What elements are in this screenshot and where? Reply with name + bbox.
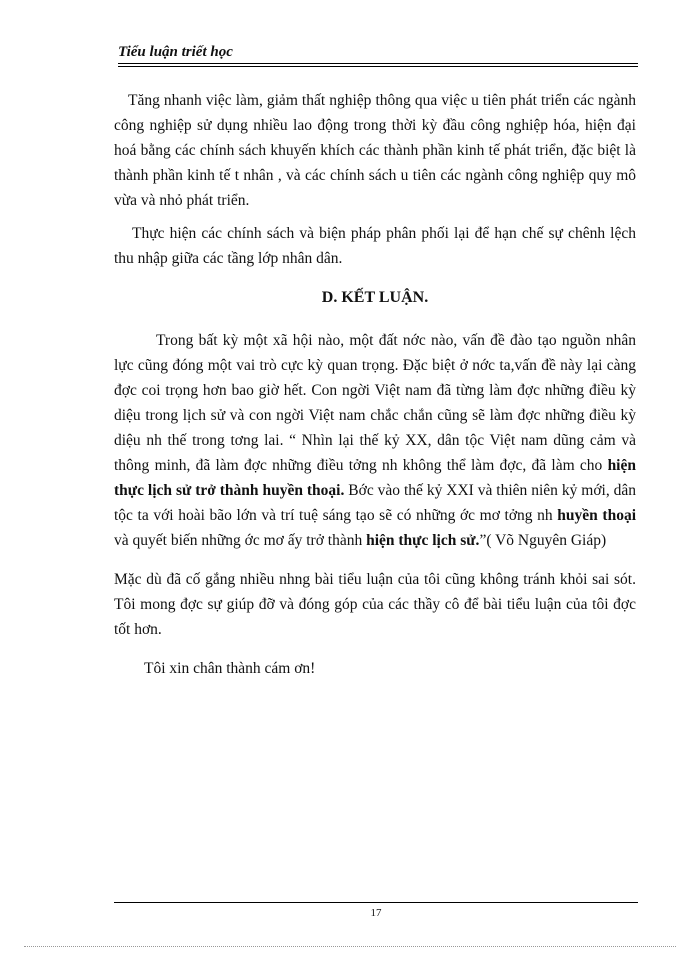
paragraph-conclusion (114, 328, 636, 553)
paragraph-acknowledgement: Mặc dù đã cố gắng nhiều nhng bài tiểu luận của tôi cũng không tránh khỏi sai sót. Tôi mong đợc sự giúp đỡ và đóng góp của các thầy cô để bài tiểu luận của tôi đợc tốt hơn. (114, 571, 636, 638)
page-edge-divider (24, 946, 676, 947)
conclusion-emphasis-1: hiện thực lịch sử trở thành huyền thoại. (114, 457, 636, 499)
paragraph-income-distribution: Thực hiện các chính sách và biện pháp phân phối lại để hạn chế sự chênh lệch thu nhập giữa các tầng lớp nhân dân. (114, 225, 636, 267)
section-heading: D. KẾT LUẬN. (321, 289, 429, 306)
conclusion-text-3: và quyết biến những ớc mơ ấy trở thành (114, 532, 367, 549)
paragraph-employment: Tăng nhanh việc làm, giảm thất nghiệp thông qua việc u tiên phát triển các ngành công nghiệp sử dụng nhiều lao động trong thời kỳ đầu công nghiệp hóa, hiện đại hoá bằng các chính sách khuyến khích các thành phần kinh tế phát triển, đặc biệt là thành phần kinh tế t nhân , và các chính sách u tiên các ngành công nghiệp quy mô vừa và nhỏ phát triển. (114, 92, 636, 209)
conclusion-emphasis-2: huyền thoại (557, 507, 636, 524)
conclusion-text-2: Bớc vào thế kỷ XXI và thiên niên kỷ mới, dân tộc ta với hoài bão lớn và trí tuệ sáng tạo sẽ có những ớc mơ tởng nh (114, 482, 637, 524)
page-footer (114, 902, 638, 919)
running-header: Tiểu luận triết học (118, 44, 638, 64)
page-number: 17 (370, 907, 382, 919)
conclusion-text-1: Trong bất kỳ một xã hội nào, một đất nớc nào, vấn đề đào tạo nguồn nhân lực cũng đóng một vai trò cực kỳ quan trọng. Đặc biệt ở nớc ta,vấn đề này lại càng đợc coi trọng hơn bao giờ hết. Con ngời Việt nam đã từng làm đợc những điều kỳ diệu trong lịch sử và con ngời Việt nam chắc chắn cũng sẽ làm đợc những điều kỳ diệu nh thế trong tơng lai. “ Nhìn lại thế kỷ XX, dân tộc Việt nam dũng cảm và thông minh, đã làm đợc những điều tởng nh không thể làm đợc, đã làm cho (114, 332, 636, 474)
paragraph-thanks: Tôi xin chân thành cám ơn! (144, 660, 316, 677)
conclusion-quote-source: ”( Võ Nguyên Giáp) (479, 532, 607, 549)
document-body (114, 88, 636, 681)
conclusion-emphasis-3: hiện thực lịch sử. (366, 532, 480, 549)
